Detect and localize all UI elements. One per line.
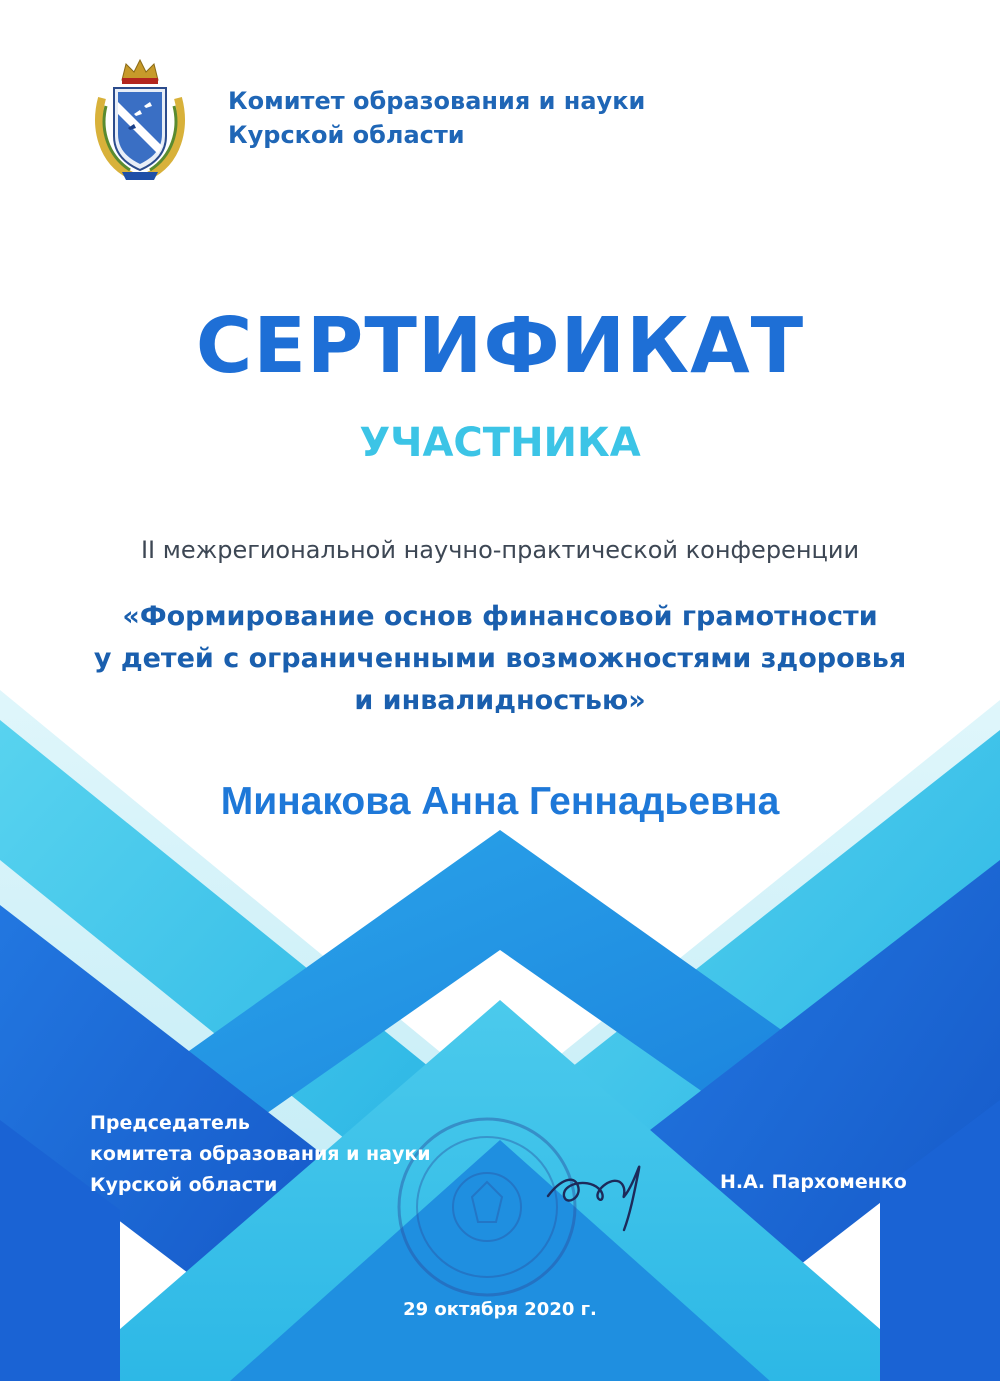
certificate-subtitle: УЧАСТНИКА <box>359 420 641 466</box>
conference-title <box>0 596 1000 722</box>
organization-line-1: Комитет образования и науки <box>228 87 646 115</box>
kursk-oblast-coat-of-arms-icon <box>88 58 192 184</box>
organization-name <box>228 84 645 152</box>
conference-title-line-2: у детей с ограниченными возможностями здоровья <box>93 643 907 674</box>
organization-line-2: Курской области <box>228 121 465 149</box>
signature-icon <box>540 1144 670 1234</box>
issue-date: 29 октября 2020 г. <box>403 1299 597 1320</box>
conference-description: II межрегиональной научно-практической конференции <box>140 536 860 564</box>
participant-name: Минакова Анна Геннадьевна <box>220 780 780 823</box>
conference-title-line-1: «Формирование основ финансовой грамотности <box>122 601 878 632</box>
chairman-position-line-2: комитета образования и науки <box>90 1143 431 1165</box>
conference-title-line-3: и инвалидностью» <box>354 685 646 716</box>
certificate-title: СЕРТИФИКАТ <box>195 302 805 391</box>
chairman-position-line-1: Председатель <box>90 1112 250 1134</box>
chairman-position <box>90 1108 431 1201</box>
signer-name: Н.А. Пархоменко <box>720 1171 907 1193</box>
chairman-position-line-3: Курской области <box>90 1174 278 1196</box>
